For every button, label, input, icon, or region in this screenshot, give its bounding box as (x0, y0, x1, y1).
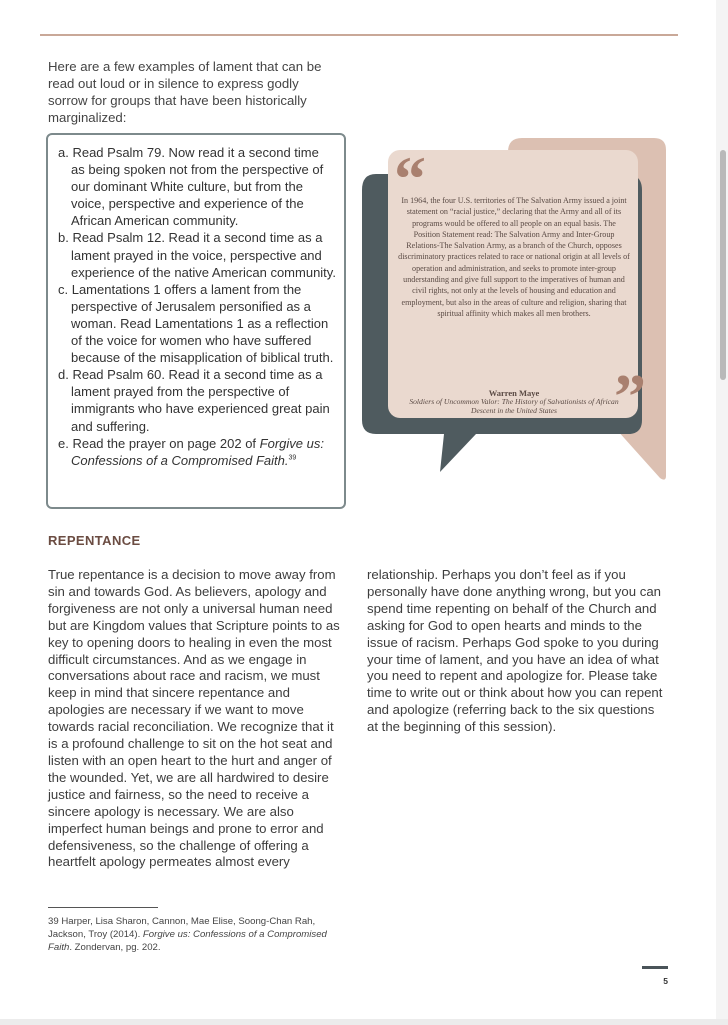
bottom-edge (0, 1019, 728, 1025)
lament-item-e (58, 435, 336, 469)
open-quote-mark: “ (394, 143, 426, 214)
book-title: Forgive us: Confessions of a Compromised Faith. (71, 435, 324, 468)
footnote-text: 39 Harper, Lisa Sharon, Cannon, Mae Elise, Soong-Chan Rah, Jackson, Troy (2014). (48, 916, 316, 940)
lament-item-c: c. Lamentations 1 offers a lament from the perspective of Jerusalem personified as a woman. Read Lamentations 1 as a reflection of the voice for women who have suffered because of the misapplication of biblical truth. (58, 281, 334, 366)
footnote-divider (48, 907, 158, 908)
body-column-left: True repentance is a decision to move away from sin and towards God. As believers, apology and forgiveness are not only a universal human need but are Kingdom values that Scripture points to as key to opening doors to healing in even the most difficult circumstances. And as we engage in conversations about race and racism, we must keep in mind that sincere repentance and apologies are necessary if we want to move towards racial reconciliation. We recognize that it is a profound challenge to sit on the hot seat and listen with an open heart to the hurt and anger of the wounded. Yet, we are all hardwired to desire justice and fairness, so the need to receive a sincere apology is necessary. We are also imperfect human beings and prone to error and defensiveness, so the challenge of offering a heartfelt apology permeates almost every (48, 567, 340, 870)
lament-item-a: a. Read Psalm 79. Now read it a second time as being spoken not from the perspective of our dominant White culture, but from the voice, perspective and experience of the African American community. (58, 145, 324, 229)
top-divider (40, 34, 678, 36)
lament-item-b: b. Read Psalm 12. Read it a second time as a lament prayed in the voice, perspective and experience of the native American community. (58, 230, 336, 280)
scrollbar-thumb[interactable] (720, 150, 726, 380)
footnote-ref: 39 (288, 454, 297, 462)
footnote-title: Forgive us: Confessions of a Compromised Faith (48, 929, 327, 953)
page-number: 5 (663, 976, 668, 986)
quote-text: In 1964, the four U.S. territories of The Salvation Army issued a joint statement on “racial justice,” declaring that the Army and all of its programs would be offered to all people on an equal basis. The Position Statement read: The Salvation Army and Inter-Group Relations-The Salvation Army, as a branch of the Church, opposes discriminatory practices related to race or national origin at all levels of operation and administration, and seeks to promote inter-group understanding and give full support to the imperatives of human and civil rights, not only at the levels of housing and education and employment, but also in the areas of culture and religion, sharing that spiritual affinity which makes all men brothers. (398, 196, 630, 318)
lament-examples-box (46, 133, 346, 509)
lament-item-d: d. Read Psalm 60. Read it a second time as a lament prayed from the perspective of immigrants who have experienced great pain and suffering. (58, 367, 330, 434)
close-quote-mark: ” (614, 361, 646, 432)
quote-source: Soldiers of Uncommon Valor: The History of Salvationists of African Descent in the United States (409, 397, 619, 416)
lament-item-e-text: e. Read the prayer on page 202 of (58, 435, 260, 451)
footnote (48, 915, 338, 954)
intro-paragraph: Here are a few examples of lament that can be read out loud or in silence to express godly sorrow for groups that have been historically marginalized: (48, 59, 322, 125)
lament-list (58, 144, 336, 469)
section-heading: REPENTANCE (48, 533, 141, 548)
page-number-mark (642, 966, 668, 969)
footnote-tail: . Zondervan, pg. 202. (69, 942, 161, 953)
body-column-right: relationship. Perhaps you don’t feel as if you personally have done anything wrong, but you can spend time repenting on behalf of the Church and asking for God to open hearts and minds to the issue of racism. Perhaps God spoke to you during your time of lament, and you have an idea of what you need to repent and apologize for. Please take time to write out or think about how you can repent and apologize (referring back to the six questions at the beginning of this session). (367, 567, 663, 735)
quote-author: Warren Maye (488, 388, 540, 398)
